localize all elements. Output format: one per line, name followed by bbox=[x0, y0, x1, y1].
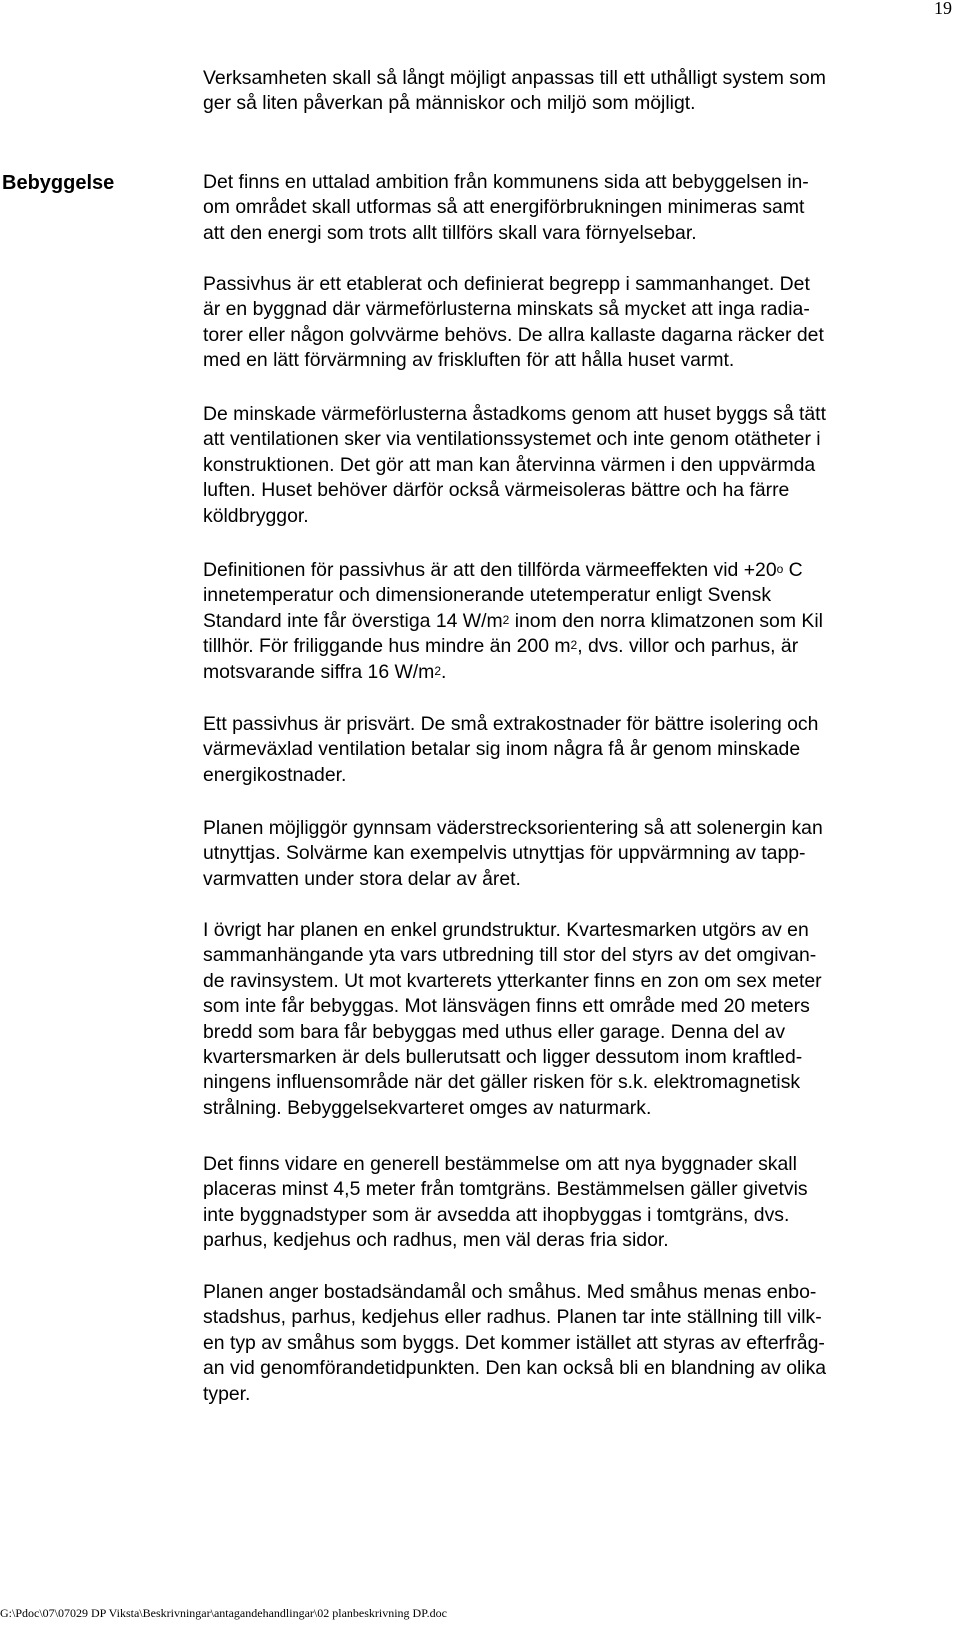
text-line: Planen anger bostadsändamål och småhus. Med småhus menas enbo- bbox=[203, 1281, 817, 1303]
text-run: , dvs. villor och parhus, är bbox=[577, 635, 799, 658]
footer-file-path: G:\Pdoc\07\07029 DP Viksta\Beskrivningar\antagandehandlingar\02 planbeskrivning DP.doc bbox=[0, 1606, 447, 1620]
text-run: inom den norra klimatzonen som Kil bbox=[509, 609, 823, 632]
paragraph-definition bbox=[203, 558, 933, 685]
text-run: motsvarande siffra 16 W/m bbox=[203, 660, 435, 683]
text-line: ger så liten påverkan på människor och miljö som möjligt. bbox=[203, 92, 696, 115]
text-line: energikostnader. bbox=[203, 763, 347, 786]
text-line: med en lätt förvärmning av friskluften för att hålla huset varmt. bbox=[203, 349, 735, 372]
text-run: Definitionen för passivhus är att den tillförda värmeeffekten vid +20 bbox=[203, 559, 777, 581]
text-line: som inte får bebyggas. Mot länsvägen finns ett område med 20 meters bbox=[203, 995, 810, 1018]
text-line: parhus, kedjehus och radhus, men väl deras fria sidor. bbox=[203, 1229, 669, 1252]
text-line: att ventilationen sker via ventilationssystemet och inte genom otätheter i bbox=[203, 428, 821, 451]
text-line: en typ av småhus som byggs. Det kommer istället att styras av efterfråg- bbox=[203, 1331, 825, 1354]
degree-superscript: o bbox=[776, 562, 784, 576]
text-line: de ravinsystem. Ut mot kvarterets ytterkanter finns en zon om sex meter bbox=[203, 969, 822, 992]
paragraph-bestammelse bbox=[203, 1152, 933, 1254]
text-run: C bbox=[783, 559, 803, 581]
text-line: ningens influensområde när det gäller risken för s.k. elektromagnetisk bbox=[203, 1071, 801, 1094]
paragraph-grundstruktur bbox=[203, 918, 933, 1121]
text-run: . bbox=[441, 660, 447, 683]
text-line: kvartersmarken är dels bullerutsatt och ligger dessutom inom kraftled- bbox=[203, 1046, 803, 1069]
text-line: Det finns en uttalad ambition från kommunens sida att bebyggelsen in- bbox=[203, 171, 809, 193]
text-line: värmeväxlad ventilation betalar sig inom några få år genom minskade bbox=[203, 738, 801, 761]
paragraph-ambition bbox=[203, 170, 933, 246]
paragraph-passivhus bbox=[203, 272, 933, 374]
text-line bbox=[203, 558, 933, 583]
text-line: De minskade värmeförlusterna åstadkoms genom att huset byggs så tätt bbox=[203, 403, 826, 425]
text-line: Verksamheten skall så långt möjligt anpassas till ett uthålligt system som bbox=[203, 67, 826, 89]
text-line: köldbryggor. bbox=[203, 504, 309, 527]
text-line bbox=[203, 634, 933, 659]
text-line: att den energi som trots allt tillförs skall vara förnyelsebar. bbox=[203, 221, 697, 244]
text-line: strålning. Bebyggelsekvarteret omges av naturmark. bbox=[203, 1096, 652, 1119]
paragraph-bostadsandamal bbox=[203, 1280, 933, 1407]
text-line: Ett passivhus är prisvärt. De små extrakostnader för bättre isolering och bbox=[203, 713, 819, 735]
paragraph-solenergi bbox=[203, 816, 933, 892]
text-line: bredd som bara får bebyggas med uthus eller garage. Denna del av bbox=[203, 1020, 786, 1043]
text-line: innetemperatur och dimensionerande utetemperatur enligt Svensk bbox=[203, 584, 772, 607]
squared-superscript: 2 bbox=[570, 638, 578, 653]
text-line: I övrigt har planen en enkel grundstruktur. Kvartesmarken utgörs av en bbox=[203, 919, 809, 941]
page-number: 19 bbox=[934, 0, 952, 18]
text-line bbox=[203, 660, 933, 685]
text-run: tillhör. För friliggande hus mindre än 200 m bbox=[203, 635, 571, 658]
text-line: Planen möjliggör gynnsam väderstrecksorientering så att solenergin kan bbox=[203, 817, 823, 839]
text-line: sammanhängande yta vars utbredning till stor del styrs av det omgivan- bbox=[203, 944, 817, 967]
paragraph-intro bbox=[203, 66, 933, 117]
text-run: Standard inte får överstiga 14 W/m bbox=[203, 609, 503, 632]
squared-superscript: 2 bbox=[502, 612, 510, 627]
text-line bbox=[203, 609, 933, 634]
squared-superscript: 2 bbox=[434, 663, 442, 678]
text-line: konstruktionen. Det gör att man kan återvinna värmen i den uppvärmda bbox=[203, 453, 816, 476]
text-line: om området skall utformas så att energiförbrukningen minimeras samt bbox=[203, 196, 805, 219]
text-line: varmvatten under stora delar av året. bbox=[203, 867, 521, 890]
text-line: torer eller någon golvvärme behövs. De allra kallaste dagarna räcker det bbox=[203, 323, 824, 346]
paragraph-varmeforluster bbox=[203, 402, 933, 529]
paragraph-prisvart bbox=[203, 712, 933, 788]
text-line: luften. Huset behöver därför också värmeisoleras bättre och ha färre bbox=[203, 479, 790, 502]
text-line: Passivhus är ett etablerat och definierat begrepp i sammanhanget. Det bbox=[203, 273, 810, 295]
text-line: utnyttjas. Solvärme kan exempelvis utnyttjas för uppvärmning av tapp- bbox=[203, 842, 806, 865]
text-line: an vid genomförandetidpunkten. Den kan också bli en blandning av olika bbox=[203, 1357, 827, 1380]
text-line: typer. bbox=[203, 1382, 251, 1405]
text-line: är en byggnad där värmeförlusterna minskats så mycket att inga radia- bbox=[203, 298, 810, 321]
section-heading: Bebyggelse bbox=[2, 172, 115, 194]
text-line: Det finns vidare en generell bestämmelse om att nya byggnader skall bbox=[203, 1153, 797, 1175]
text-line: placeras minst 4,5 meter från tomtgräns. Bestämmelsen gäller givetvis bbox=[203, 1178, 808, 1201]
text-line: stadshus, parhus, kedjehus eller radhus. Planen tar inte ställning till vilk- bbox=[203, 1306, 822, 1329]
text-line: inte byggnadstyper som är avsedda att ihopbyggas i tomtgräns, dvs. bbox=[203, 1203, 790, 1226]
